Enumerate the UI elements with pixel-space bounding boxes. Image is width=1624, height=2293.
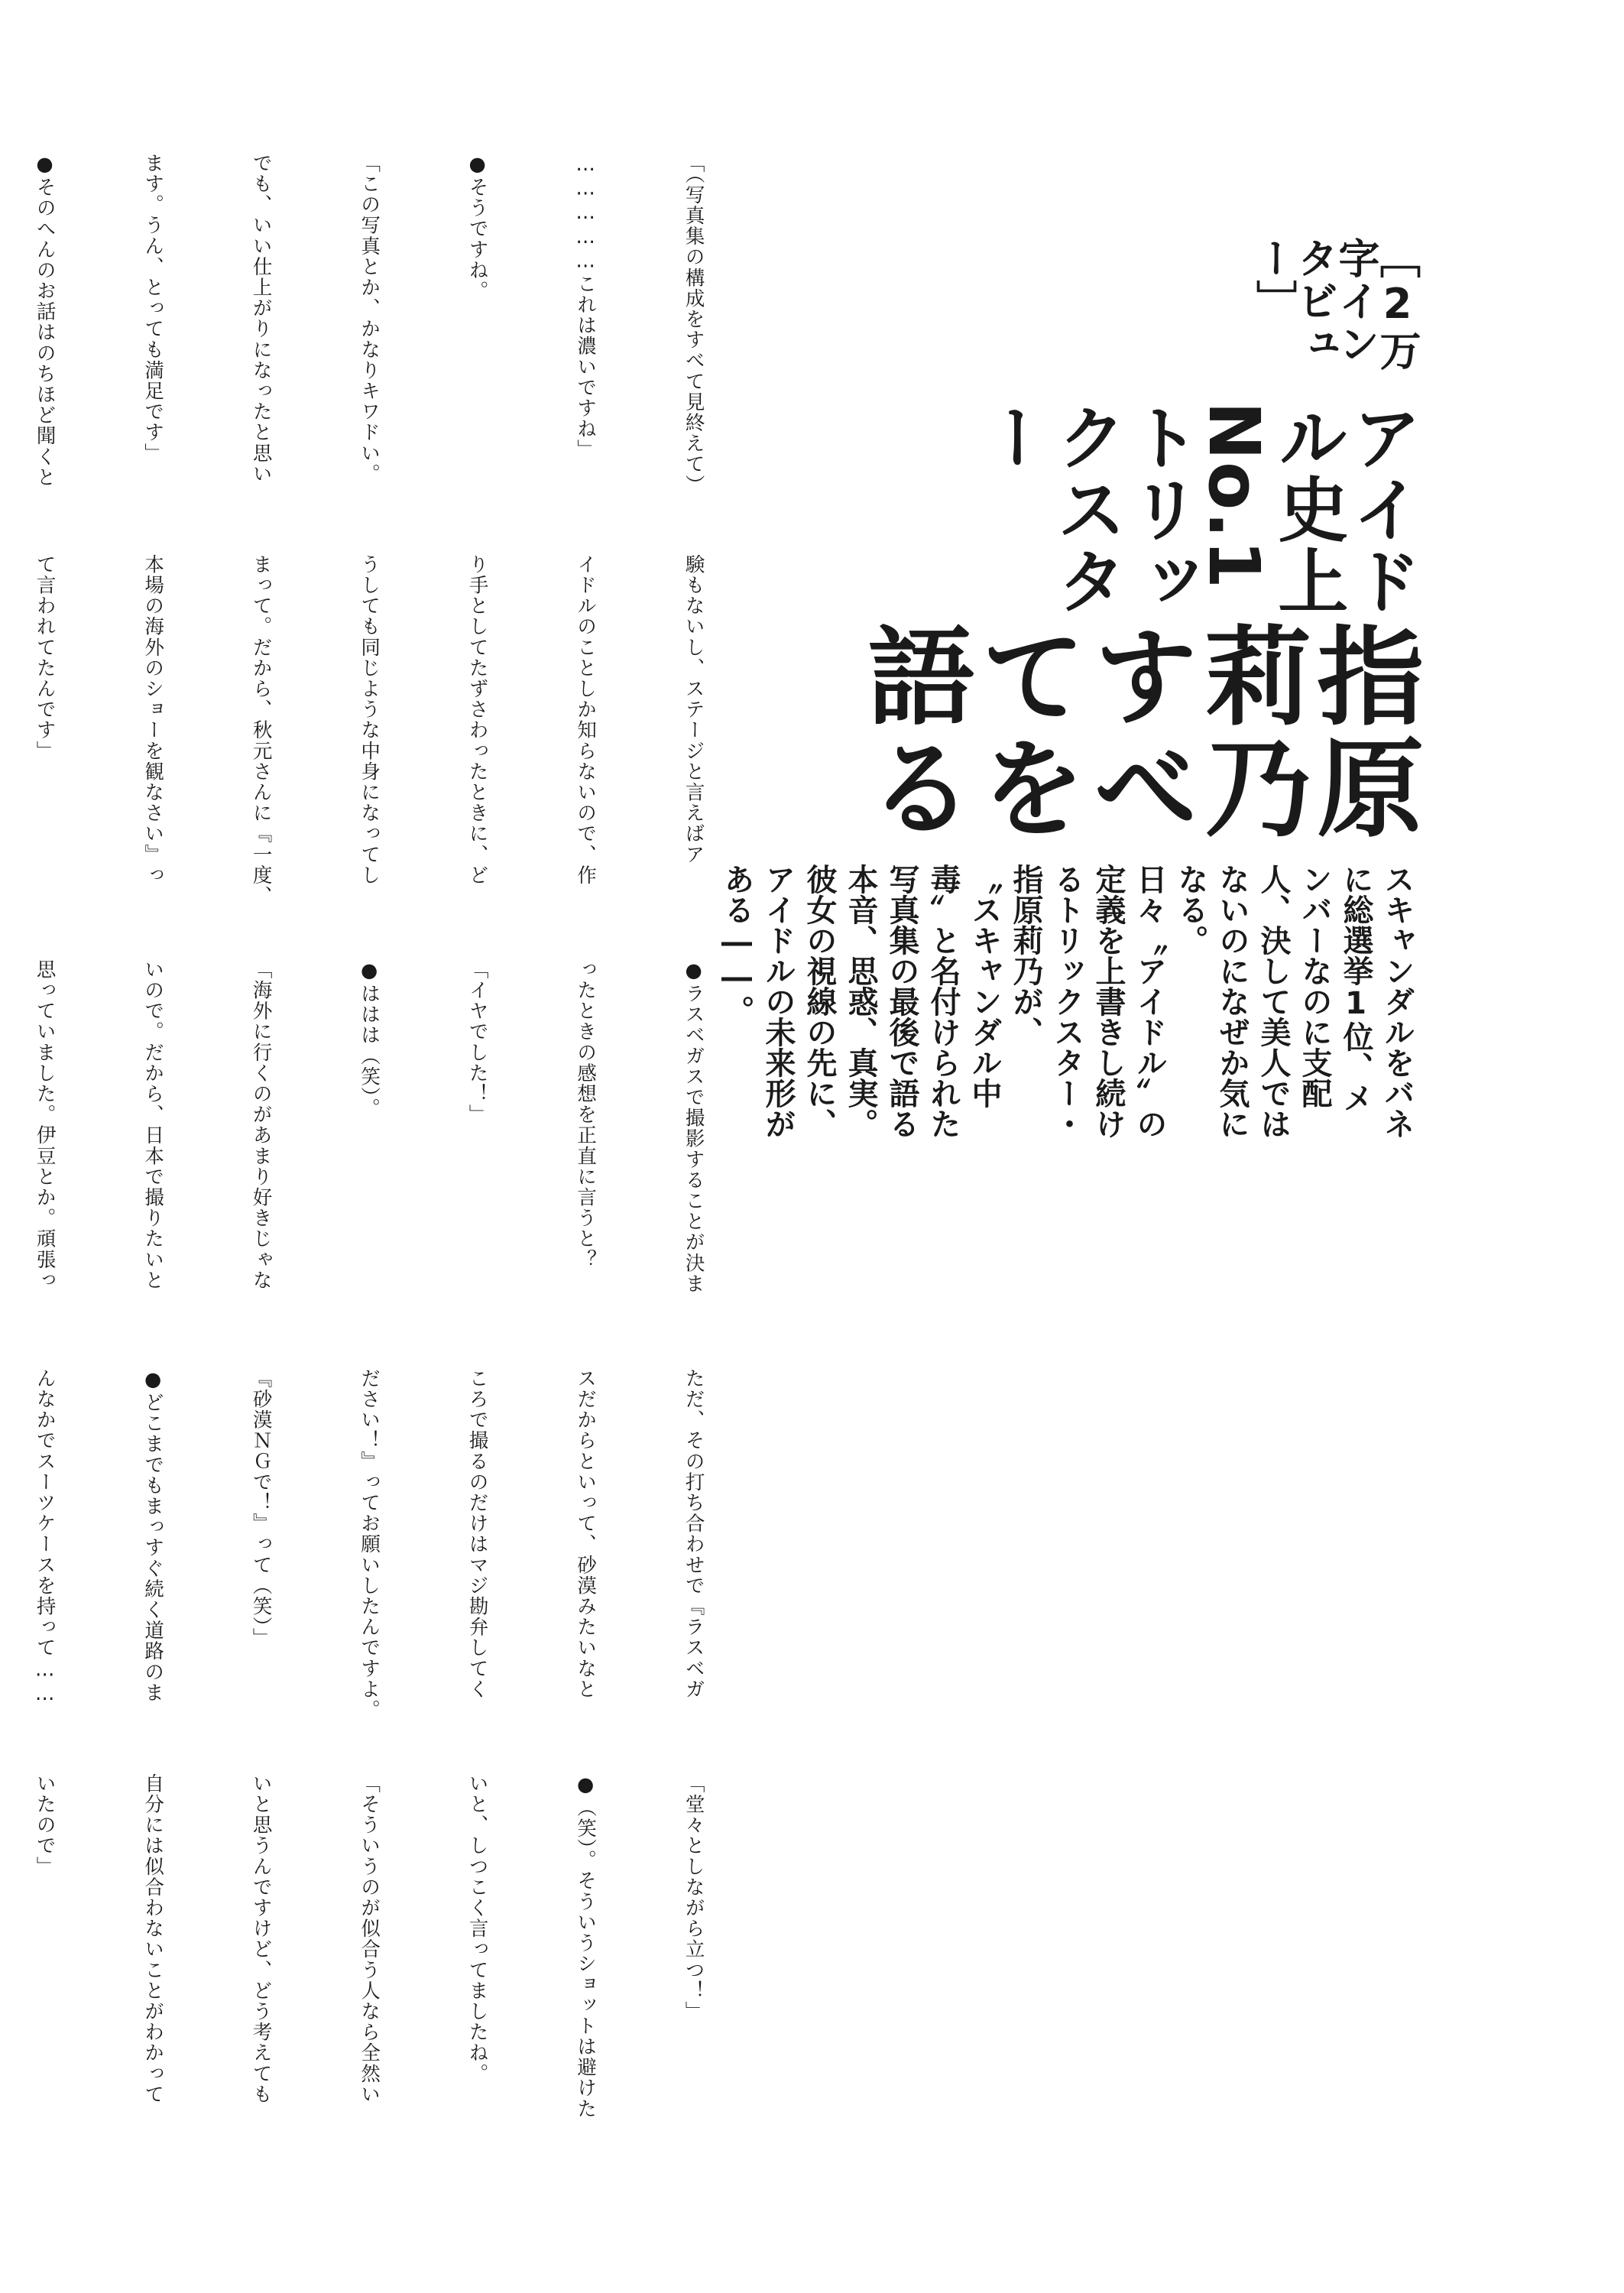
body-line: ます。うん、とっても満足です」 bbox=[141, 153, 165, 464]
body-line: スだからといって、砂漠みたいなと bbox=[574, 1368, 598, 1700]
body-block-1 bbox=[0, 153, 783, 512]
interview-badge: ［2万字インタビュー］ bbox=[1250, 237, 1421, 372]
body-line: 「海外に行くのがあまり好きじゃな bbox=[249, 959, 273, 1291]
lead-line: 彼女の視線の先に、アイドルの未来形がある――。 bbox=[719, 863, 837, 1139]
body-block-3 bbox=[0, 959, 783, 1318]
body-line: ったときの感想を正直に言うと？ bbox=[574, 959, 598, 1270]
body-line: り手としてたずさわったときに、ど bbox=[465, 554, 489, 886]
body-line: ●そうですね。 bbox=[465, 153, 489, 302]
headline-area bbox=[719, 237, 1424, 1139]
body-line: 本場の海外のショーを観なさい』っ bbox=[141, 554, 165, 886]
body-line: ただ、その打ち合わせで『ラスベガ bbox=[682, 1368, 705, 1700]
body-line: ……………これは濃いですね」 bbox=[574, 153, 598, 460]
body-line: 自分には似合わないことがわかって bbox=[141, 1773, 165, 2105]
body-line: 思っていました。伊豆とか。頑張っ bbox=[33, 959, 57, 1291]
body-line: ころで撮るのだけはマジ勘弁してく bbox=[465, 1368, 489, 1700]
body-line: まって。だから、秋元さんに『一度、 bbox=[249, 554, 273, 906]
body-line: ●そのへんのお話はのちほど聞くと bbox=[33, 153, 57, 488]
body-line: ●ははは（笑）。 bbox=[358, 959, 381, 1119]
body-line: いと思うんですけど、どう考えても bbox=[249, 1773, 273, 2105]
body-line: イドルのことしか知らないので、作 bbox=[574, 554, 598, 886]
body-line: ●ラスベガスで撮影することが決ま bbox=[682, 959, 705, 1295]
body-block-2 bbox=[0, 554, 783, 913]
body-line: でも、いい仕上がりになったと思い bbox=[249, 153, 273, 485]
body-line: 「この写真とか、かなりキワドい。 bbox=[358, 153, 381, 485]
body-line: 「（写真集の構成をすべて見終えて） bbox=[682, 153, 705, 495]
title-line-1: アイドル史上No.1トリックスター bbox=[971, 401, 1422, 617]
lead-text bbox=[719, 863, 1418, 1139]
body-line: いたので」 bbox=[33, 1773, 57, 1877]
body-line: んなかでスーツケースを持って…… bbox=[33, 1368, 57, 1707]
body-block-4 bbox=[0, 1368, 783, 1727]
title-line-2: 指原莉乃 すべてを語る bbox=[850, 620, 1424, 844]
body-line: いので。だから、日本で撮りたいと bbox=[141, 959, 165, 1291]
body-block-5 bbox=[0, 1773, 783, 2132]
lead-line: スキャンダルをバネに総選挙1位、メンバーなのに支配人、決して美人ではないのになぜか気になる。 bbox=[1173, 863, 1415, 1139]
lead-line: 〝スキャンダル中毒〟と名付けられた写真集の最後で語る本音、思惑、真実。 bbox=[843, 863, 1002, 1139]
body-line: うしても同じような中身になってし bbox=[358, 554, 381, 886]
body-line: 「そういうのが似合う人なら全然い bbox=[358, 1773, 381, 2105]
body-line: 験もないし、ステージと言えばア bbox=[682, 554, 705, 865]
body-line: 『砂漠ＮＧで！』って（笑）」 bbox=[249, 1368, 273, 1649]
body-line: いと、しつこく言ってましたね。 bbox=[465, 1773, 489, 2084]
body-line: ●どこまでもまっすぐ続く道路のま bbox=[141, 1368, 165, 1704]
body-line: ●（笑）。そういうショットは避けた bbox=[574, 1773, 598, 2119]
lead-line: 日々〝アイドル〟の定義を上書きし続けるトリックスター・指原莉乃が、 bbox=[1008, 863, 1167, 1139]
body-line: ださい！』ってお願いしたんですよ。 bbox=[358, 1368, 381, 1721]
body-line: 「堂々としながら立つ！」 bbox=[682, 1773, 705, 2022]
body-line: て言われてたんです」 bbox=[33, 554, 57, 761]
body-line: 「イヤでした！」 bbox=[465, 959, 489, 1125]
